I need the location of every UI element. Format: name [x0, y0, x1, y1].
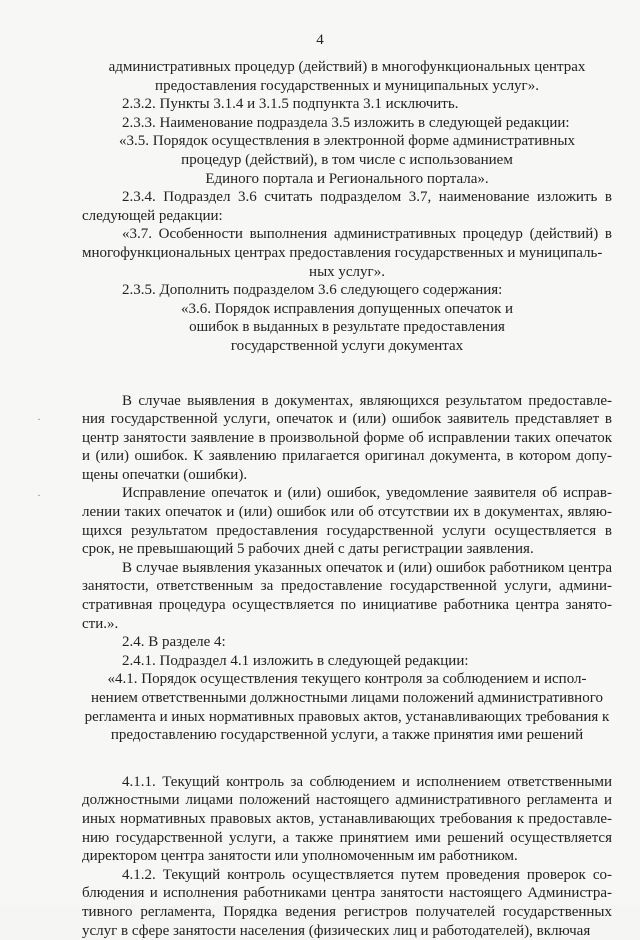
paragraph-errors-by-employee: В случае выявления указанных опечаток и (или) ошибок работником центра занятости, ответственным за предоставление государственной услуги, админи-стративная процедура осуществляется по инициативе работника центра занято-сти.».: [82, 559, 612, 632]
quoted-heading-3-5-line2: процедур (действий), в том числе с использованием: [181, 151, 513, 168]
document-body: [82, 58, 612, 940]
clause-2-3-4: 2.3.4. Подраздел 3.6 считать подразделом 3.7, наименование изложить в следующей редакции:: [82, 189, 612, 224]
quoted-heading-3-6-line1: «3.6. Порядок исправления допущенных опечаток и: [180, 300, 514, 317]
quoted-heading-3-6-line3: государственной услуги документах: [230, 337, 464, 354]
scan-mark: ·: [37, 488, 41, 502]
quoted-heading-4-1-line3: регламента и иных нормативных правовых актов, устанавливающих требования к: [84, 708, 610, 725]
quoted-heading-4-1-line1: «4.1. Порядок осуществления текущего контроля за соблюдением и испол-: [107, 671, 587, 688]
quoted-heading-3-7-end: ных услуг».: [309, 263, 385, 280]
paragraph-continuation-2: предоставления государственных и муниципальных услуг».: [155, 77, 539, 94]
quoted-heading-3-5-line1: «3.5. Порядок осуществления в электронной форме административных: [118, 133, 575, 150]
clause-4-1-1: 4.1.1. Текущий контроль за соблюдением и исполнением ответственными должностными лицами положений настоящего административного регламента и иных нормативных правовых актов, устанавливающих требования к предоставле-нию государственной услуги, а также принятием ими решений осуществляется директором центра занятости или уполномоченным им работником.: [82, 773, 612, 865]
clause-2-4-1: 2.4.1. Подраздел 4.1 изложить в следующей редакции:: [122, 652, 469, 669]
clause-2-4: 2.4. В разделе 4:: [122, 634, 226, 651]
spacer: [82, 745, 612, 773]
quoted-heading-3-6-line2: ошибок в выданных в результате предоставления: [189, 319, 505, 336]
spacer: [82, 356, 612, 392]
quoted-heading-3-7: «3.7. Особенности выполнения административных процедур (действий) в многофункциональных центрах предоставления государственных и муниципаль-: [82, 226, 612, 261]
clause-2-3-2: 2.3.2. Пункты 3.1.4 и 3.1.5 подпункта 3.1 исключить.: [122, 96, 459, 113]
paragraph-continuation-1: административных процедур (действий) в многофункциональных центрах: [108, 59, 586, 75]
quoted-heading-4-1-line2: нением ответственными должностными лицами положений административного: [91, 690, 603, 706]
clause-4-1-2: 4.1.2. Текущий контроль осуществляется путем проведения проверок со-блюдения и исполнения работниками центра занятости настоящего Администра-тивного регламента, Порядка ведения регистров получателей государственных услуг в сфере занятости населения (физических лиц и работодателей), включая: [82, 866, 612, 939]
quoted-heading-3-5-line3: Единого портала и Регионального портала».: [205, 170, 489, 187]
page-number: 4: [316, 32, 324, 48]
scan-mark: ·: [37, 412, 41, 426]
clause-2-3-5: 2.3.5. Дополнить подразделом 3.6 следующего содержания:: [122, 282, 503, 299]
paragraph-errors-correction: Исправление опечаток и (или) ошибок, уведомление заявителя об исправ-лении таких опечаток и (или) ошибок или об отсутствии их в документах, являю-щихся результатом предоставления государственной услуги осуществляется в срок, не превышающий 5 рабочих дней с даты регистрации заявления.: [82, 485, 612, 558]
paragraph-errors-detection: В случае выявления в документах, являющихся результатом предоставле-ния государственной услуги, опечаток и (или) ошибок заявитель представляет в центр занятости заявление в произвольной форме об исправлении таких опечаток и (или) ошибок. К заявлению прилагается оригинал документа, в котором допу-щены опечатки (ошибки).: [82, 392, 612, 483]
clause-2-3-3: 2.3.3. Наименование подраздела 3.5 изложить в следующей редакции:: [122, 114, 570, 131]
quoted-heading-4-1-line4: предоставлению государственной услуги, а также принятия ими решений: [110, 727, 584, 744]
